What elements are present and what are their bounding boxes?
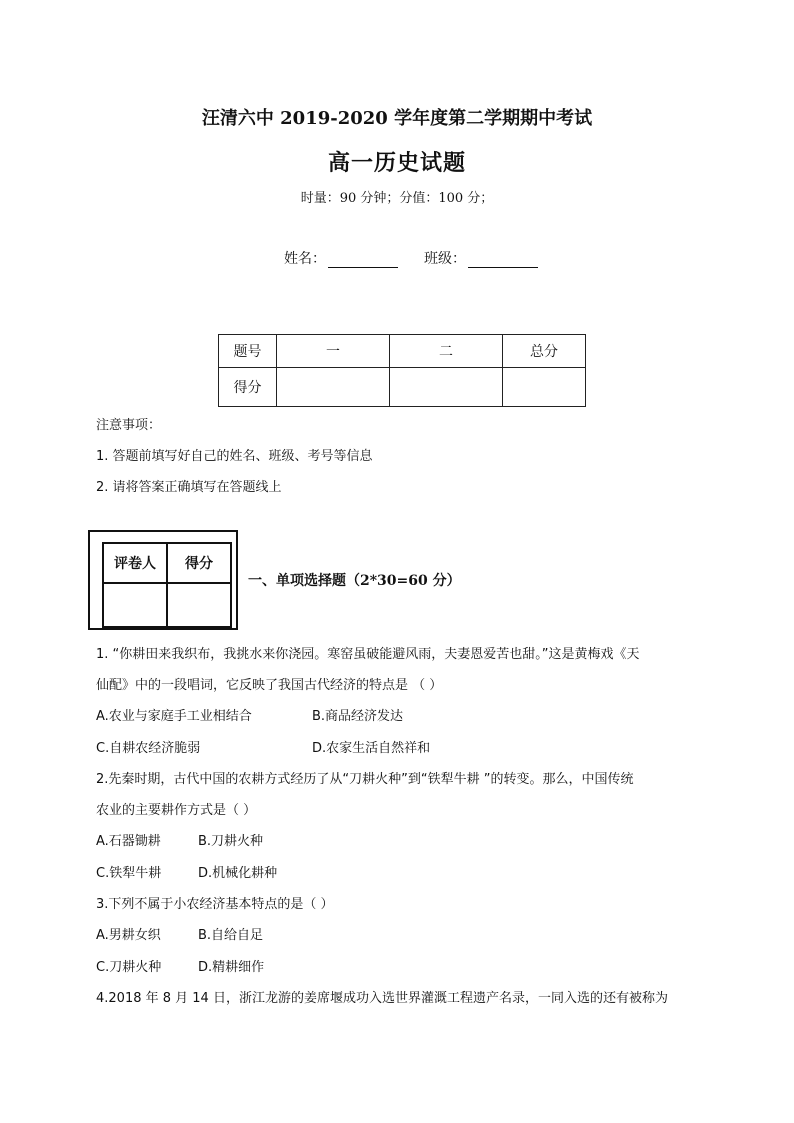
option-c[interactable]: C.刀耕火种 <box>96 960 162 975</box>
question-text: 1. “你耕田来我织布，我挑水来你浇园。寒窑虽破能避风雨，夫妻恩爱苦也甜。”这是黄梅戏《天 <box>96 647 640 662</box>
score-table <box>218 334 586 407</box>
subject-title: 高一历史试题 <box>327 150 466 176</box>
class-label: 班级： <box>424 251 466 267</box>
grader-table <box>102 542 232 628</box>
option-d[interactable]: D.机械化耕种 <box>198 866 278 881</box>
table-cell: 总分 <box>503 335 586 368</box>
note-item: 1. 答题前填写好自己的姓名、班级、考号等信息 <box>96 449 373 464</box>
table-cell: 题号 <box>219 335 277 368</box>
question-text: 农业的主要耕作方式是（ ） <box>96 803 257 818</box>
option-d[interactable]: D.农家生活自然祥和 <box>312 741 431 756</box>
class-field[interactable] <box>424 248 538 268</box>
class-blank[interactable] <box>468 253 538 268</box>
reviewer-cell[interactable] <box>103 583 167 627</box>
name-label: 姓名： <box>284 251 326 267</box>
reviewer-label: 评卷人 <box>103 543 167 583</box>
option-a[interactable]: A.农业与家庭手工业相结合 <box>96 709 252 724</box>
exam-title: 汪清六中 2019-2020 学年度第二学期期中考试 <box>201 108 593 129</box>
option-b[interactable]: B.自给自足 <box>198 928 264 943</box>
question-text: 2.先秦时期，古代中国的农耕方式经历了从“刀耕火种”到“铁犁牛耕 ”的转变。那么，中国传统 <box>96 772 634 787</box>
time-score-info: 时量：90 分钟；分值：100 分； <box>300 191 494 206</box>
question-text: 3.下列不属于小农经济基本特点的是（ ） <box>96 897 334 912</box>
question-text: 仙配》中的一段唱词，它反映了我国古代经济的特点是 （ ） <box>96 678 443 693</box>
option-a[interactable]: A.石器锄耕 <box>96 834 161 849</box>
name-blank[interactable] <box>328 253 398 268</box>
name-field[interactable] <box>284 248 398 268</box>
score-cell-part1[interactable] <box>277 368 390 407</box>
notes-heading: 注意事项： <box>96 418 162 433</box>
table-cell: 二 <box>390 335 503 368</box>
option-d[interactable]: D.精耕细作 <box>198 960 265 975</box>
question-text: 4.2018 年 8 月 14 日，浙江龙游的姜席堰成功入选世界灌溉工程遗产名录，一同入选的还有被称为 <box>96 991 668 1006</box>
table-cell: 得分 <box>219 368 277 407</box>
grader-score-label: 得分 <box>167 543 231 583</box>
option-b[interactable]: B.刀耕火种 <box>198 834 264 849</box>
score-cell-total[interactable] <box>503 368 586 407</box>
option-a[interactable]: A.男耕女织 <box>96 928 161 943</box>
section-title: 一、单项选择题（2*30=60 分） <box>248 573 461 589</box>
option-c[interactable]: C.铁犁牛耕 <box>96 866 162 881</box>
grader-score-cell[interactable] <box>167 583 231 627</box>
score-table-score-row <box>219 368 586 407</box>
option-b[interactable]: B.商品经济发达 <box>312 709 404 724</box>
grader-box <box>88 530 238 630</box>
table-cell: 一 <box>277 335 390 368</box>
score-table-header-row <box>219 335 586 368</box>
score-cell-part2[interactable] <box>390 368 503 407</box>
option-c[interactable]: C.自耕农经济脆弱 <box>96 741 201 756</box>
note-item: 2. 请将答案正确填写在答题线上 <box>96 480 282 495</box>
